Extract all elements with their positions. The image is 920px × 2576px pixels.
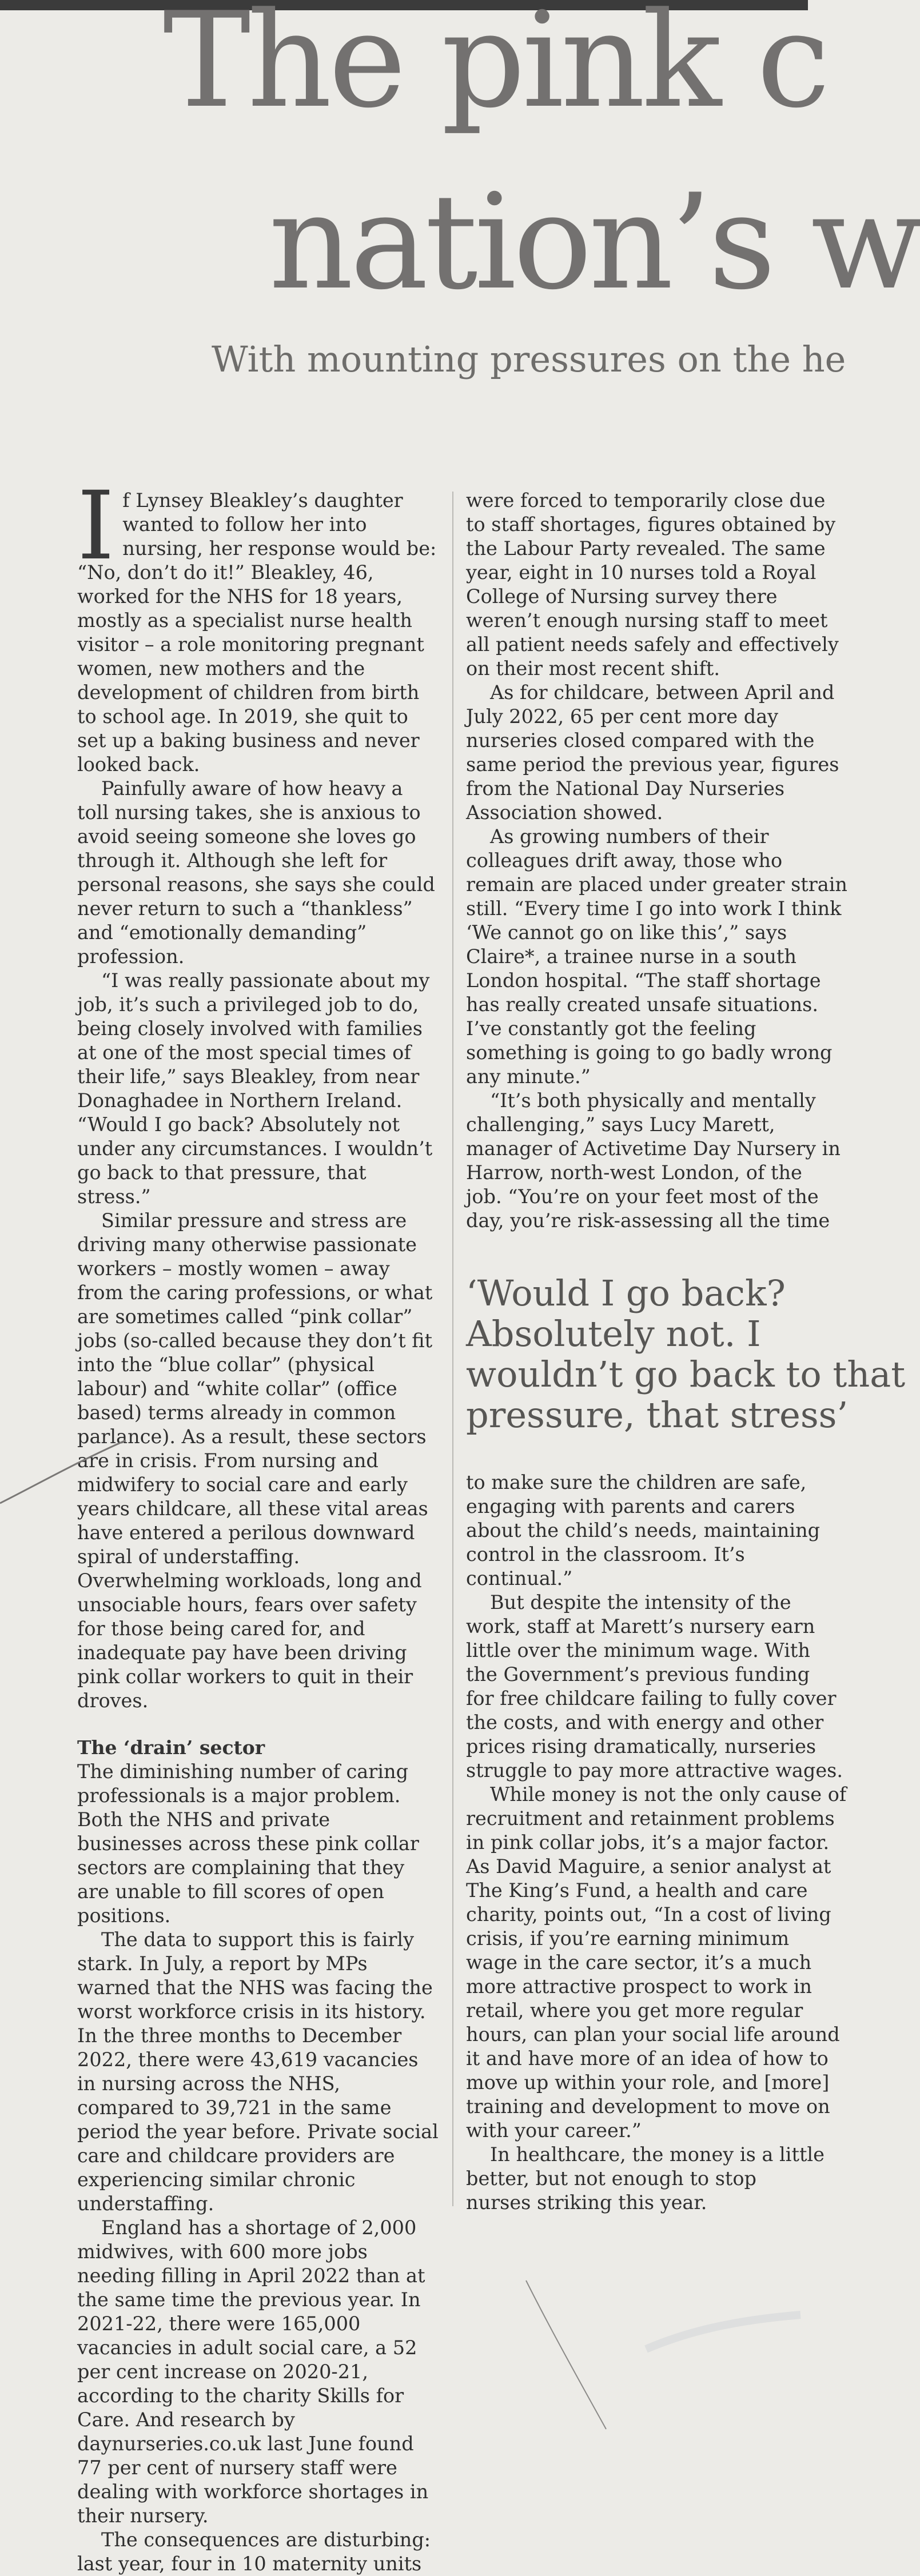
text-line: to make sure the children are safe, xyxy=(466,1471,807,1493)
article-paragraph: Painfully aware of how heavy a toll nursing takes, she is anxious to avoid seeing someone she loves go through it. Although she left for personal reasons, she says she could never return to such a “thankless” and “emotionally demanding” profession. xyxy=(77,777,435,968)
text-line: Claire*, a trainee nurse in a south xyxy=(466,945,796,968)
article-column-right xyxy=(466,489,906,2215)
article-paragraph xyxy=(466,1591,843,1783)
text-line: wage in the care sector, it’s a much xyxy=(466,1951,812,1974)
text-line: still. “Every time I go into work I think xyxy=(466,897,842,920)
article-paragraph xyxy=(77,471,440,777)
article-paragraph xyxy=(466,2143,825,2215)
text-line: ‘We cannot go on like this’,” says xyxy=(466,921,787,944)
article-paragraph: The data to support this is fairly stark. In July, a report by MPs warned that the NHS was facing the worst workforce crisis in its history. In the three months to December 2022, there were 43,619 vacancies in nursing across the NHS, compared to 39,721 in the same period the year before. Private social care and childcare providers are experiencing similar chronic understaffing. xyxy=(77,1928,439,2215)
text-line: move up within your role, and [more] xyxy=(466,2071,830,2094)
text-line: the Labour Party revealed. The same xyxy=(466,537,826,560)
text-line: any minute.” xyxy=(466,1065,591,1088)
text-line: the costs, and with energy and other xyxy=(466,1711,824,1734)
text-line: something is going to go badly wrong xyxy=(466,1041,833,1064)
text-line: hours, can plan your social life around xyxy=(466,2023,840,2046)
text-line: Harrow, north-west London, of the xyxy=(466,1161,802,1184)
text-line: As for childcare, between April and xyxy=(490,681,835,704)
article-paragraph: The diminishing number of caring professionals is a major problem. Both the NHS and private businesses across these pink collar sectors are complaining that they are unable to fill scores of open positions. xyxy=(77,1760,419,1927)
text-line: charity, points out, “In a cost of living xyxy=(466,1903,831,1926)
text-line: in pink collar jobs, it’s a major factor. xyxy=(466,1831,830,1854)
text-line: weren’t enough nursing staff to meet xyxy=(466,609,828,632)
text-line: College of Nursing survey there xyxy=(466,585,778,608)
text-line: were forced to temporarily close due xyxy=(466,489,826,512)
pull-quote-line: pressure, that stress’ xyxy=(466,1394,849,1436)
text-line: little over the minimum wage. With xyxy=(466,1639,810,1662)
text-line: nurses striking this year. xyxy=(466,2191,707,2214)
text-line: from the National Day Nurseries xyxy=(466,777,785,800)
headline xyxy=(0,0,920,332)
drop-cap: I xyxy=(77,471,115,581)
text-line: Association showed. xyxy=(466,801,663,824)
text-line: London hospital. “The staff shortage xyxy=(466,969,821,992)
text-line: job. “You’re on your feet most of the xyxy=(466,1185,819,1208)
article-paragraph xyxy=(466,681,839,825)
text-line: to staff shortages, figures obtained by xyxy=(466,513,836,536)
text-line: As growing numbers of their xyxy=(490,825,769,848)
article-paragraph xyxy=(466,825,848,1089)
text-line: recruitment and retainment problems xyxy=(466,1807,835,1830)
text-line: retail, where you get more regular xyxy=(466,1999,803,2022)
text-line: same period the previous year, figures xyxy=(466,753,839,776)
article-paragraph: Similar pressure and stress are driving many otherwise passionate workers – mostly women – away from the caring professions, or what are sometimes called “pink collar” jobs (so-called because they don’t fit into the “blue collar” (physical labour) and “white collar” (office based) terms already in common parlance). As a result, these sectors are in crisis. From nursing and midwifery to social care and early years childcare, all these vital areas have entered a perilous downward spiral of understaffing. Overwhelming workloads, long and unsociable hours, fears over safety for those being cared for, and inadequate pay have been driving pink collar workers to quit in their droves. xyxy=(77,1209,433,1712)
text-line: engaging with parents and carers xyxy=(466,1495,795,1517)
pull-quote xyxy=(466,1272,906,1436)
text-line: But despite the intensity of the xyxy=(490,1591,791,1614)
text-line: “It’s both physically and mentally xyxy=(490,1089,816,1112)
text-line: more attractive prospect to work in xyxy=(466,1975,812,1998)
text-line: with your career.” xyxy=(466,2119,642,2142)
text-line: challenging,” says Lucy Marett, xyxy=(466,1113,775,1136)
text-line: While money is not the only cause of xyxy=(490,1783,847,1806)
text-line: crisis, if you’re earning minimum xyxy=(466,1927,790,1950)
pull-quote-line: ‘Would I go back? xyxy=(466,1272,786,1314)
text-line: has really created unsafe situations. xyxy=(466,993,819,1016)
text-line: remain are placed under greater strain xyxy=(466,873,848,896)
text-line: work, staff at Marett’s nursery earn xyxy=(466,1615,815,1638)
text-line: In healthcare, the money is a little xyxy=(490,2143,825,2166)
column-divider xyxy=(452,492,453,2206)
text-line: training and development to move on xyxy=(466,2095,830,2118)
article-paragraph: England has a shortage of 2,000 midwives, with 600 more jobs needing filling in April 2022 than at the same time the previous year. In 2021-22, there were 165,000 vacancies in adult social care, a 52 per cent increase on 2020-21, according to the charity Skills for Care. And research by daynurseries.co.uk last June found 77 per cent of nursery staff were dealing with workforce shortages in their nursery. xyxy=(77,2216,429,2527)
text-line: I’ve constantly got the feeling xyxy=(466,1017,756,1040)
text-line: all patient needs safely and effectively xyxy=(466,633,839,656)
text-line: continual.” xyxy=(466,1567,573,1589)
article-paragraph xyxy=(466,1471,821,1591)
text-line: prices rising dramatically, nurseries xyxy=(466,1735,817,1758)
text-line: The King’s Fund, a health and care xyxy=(466,1879,808,1902)
article-paragraph xyxy=(466,1783,847,2143)
article-paragraph: The consequences are disturbing: last year, four in 10 maternity units xyxy=(77,2529,431,2575)
text-line: As David Maguire, a senior analyst at xyxy=(466,1855,831,1878)
text-line: for free childcare failing to fully cover xyxy=(466,1687,837,1710)
article-paragraph: “I was really passionate about my job, it’s such a privileged job to do, being closely involved with families at one of the most special times of their life,” says Bleakley, from near Donaghadee in Northern Ireland. “Would I go back? Absolutely not under any circumstances. I wouldn’t go back to that pressure, that stress.” xyxy=(77,969,433,1208)
article-paragraph xyxy=(466,489,839,681)
text-line: it and have more of an idea of how to xyxy=(466,2047,829,2070)
headline-line-2: nation’s w xyxy=(269,166,920,319)
paragraph-text: f Lynsey Bleakley’s daughter wanted to follow her into nursing, her response would be: “No, don’t do it!” Bleakley, 46, worked for the NHS for 18 years, mostly as a specialist nurse health visitor – a role monitoring pregnant women, new mothers and the development of children from birth to school age. In 2019, she quit to set up a baking business and never looked back. xyxy=(77,489,437,776)
text-line: struggle to pay more attractive wages. xyxy=(466,1759,843,1782)
text-line: about the child’s needs, maintaining xyxy=(466,1519,821,1541)
pull-quote-line: wouldn’t go back to that xyxy=(466,1353,906,1395)
text-line: July 2022, 65 per cent more day xyxy=(466,705,779,728)
text-line: year, eight in 10 nurses told a Royal xyxy=(466,561,817,584)
paper-crease-line xyxy=(0,1406,172,1509)
text-line: control in the classroom. It’s xyxy=(466,1543,745,1565)
text-line: colleagues drift away, those who xyxy=(466,849,783,872)
article-column-left xyxy=(77,471,440,2576)
pull-quote-line: Absolutely not. I xyxy=(466,1313,761,1355)
text-line: better, but not enough to stop xyxy=(466,2167,756,2190)
text-line: on their most recent shift. xyxy=(466,657,720,680)
paper-fold-marks xyxy=(503,2281,800,2429)
text-line: nurseries closed compared with the xyxy=(466,729,815,752)
text-line: day, you’re risk-assessing all the time xyxy=(466,1209,830,1232)
headline-line-1: The pink c xyxy=(163,0,827,137)
text-line: manager of Activetime Day Nursery in xyxy=(466,1137,841,1160)
standfirst: With mounting pressures on the he xyxy=(212,338,846,380)
subheading: The ‘drain’ sector xyxy=(77,1736,265,1759)
article-paragraph xyxy=(466,1089,841,1233)
text-line: the Government’s previous funding xyxy=(466,1663,810,1686)
